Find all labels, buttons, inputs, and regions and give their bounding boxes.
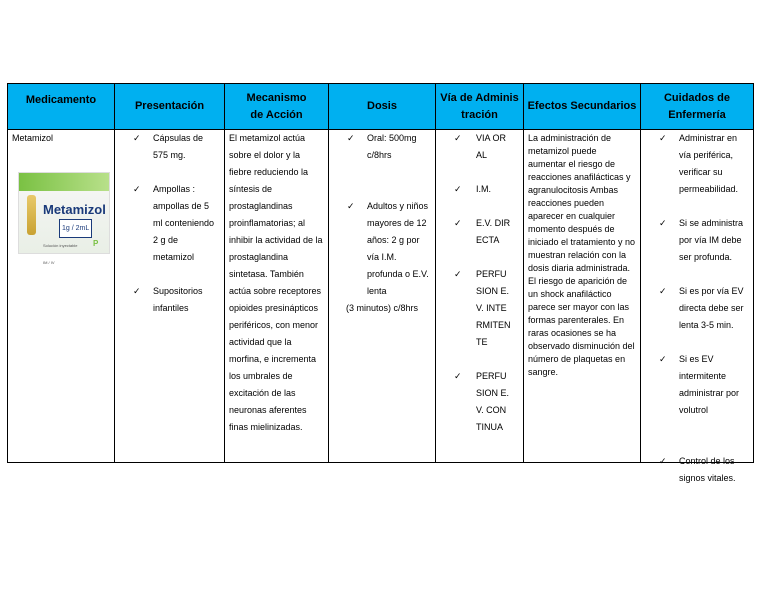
dosis-nota: (3 minutos) c/8hrs xyxy=(345,303,419,313)
ampoule-icon xyxy=(27,195,36,235)
metamizol-box-image: Metamizol 1g / 2mL Solución inyectable IM / IV P xyxy=(18,172,110,254)
cell-efectos xyxy=(524,130,641,462)
cuidados-item: ✓ Administrar en vía periférica, verificar su permeabilidad. xyxy=(641,130,749,198)
dosis-adulto: ✓ Oral: 500mg c/8hrs xyxy=(329,130,431,164)
via-item: ✓ I.M. xyxy=(436,181,511,198)
header-via: Vía de Administración xyxy=(436,84,524,130)
cell-dosis xyxy=(329,130,436,462)
header-dosis: Dosis xyxy=(329,84,436,130)
presentacion-item: ✓ Cápsulas de 575 mg. xyxy=(115,130,220,164)
efectos-text: La administración de metamizol puede aumentar el riesgo de reacciones anafilácticas y agranulocitosis Ambas reacciones pueden aparecer en cualquier momento después de iniciado el tratamiento y no muestran relación con la dosis diaria administrada. El riesgo de aparición de un shock anafiláctico parece ser mayor con las formas parenterales. En raras ocasiones se ha observado disminución del número de plaquetas en sangre. xyxy=(528,133,636,377)
cuidados-item: ✓ Si es por vía EV directa debe ser lenta 3-5 min. xyxy=(641,283,749,334)
cell-via xyxy=(436,130,524,462)
via-item: ✓ VIA ORAL xyxy=(436,130,511,164)
cuidados-item: ✓ Si se administra por vía IM debe ser profunda. xyxy=(641,215,749,266)
header-mecanismo: Mecanismo de Acción xyxy=(225,84,329,130)
header-medicamento: Medicamento xyxy=(8,84,115,130)
cell-cuidados xyxy=(641,130,753,483)
via-item: ✓ PERFUSION E.V. CONTINUA xyxy=(436,368,511,436)
dosis-ninos: ✓ Adultos y niños mayores de 12 años: 2 g por vía I.M. profunda o E.V. lenta xyxy=(329,198,431,300)
presentacion-item: ✓ Supositorios infantiles xyxy=(115,283,220,317)
via-item: ✓ PERFUSION E.V. INTERMITENTE xyxy=(436,266,511,351)
via-item: ✓ E.V. DIRECTA xyxy=(436,215,511,249)
cell-presentacion xyxy=(115,130,225,462)
header-cuidados: Cuidados de Enfermería xyxy=(641,84,753,130)
cell-mecanismo xyxy=(225,130,329,462)
header-presentacion: Presentación xyxy=(115,84,225,130)
medicamento-name: Metamizol xyxy=(12,133,54,143)
mecanismo-text: El metamizol actúa sobre el dolor y la fiebre reduciendo la síntesis de prostaglandinas proinflamatorias; al inhibir la actividad de la prostaglandina sintetasa. También actúa sobre receptores opioides presinápticos periféricos, con menor actividad que la morfina, e incrementa los umbrales de excitación de las neuronas aferentes finas mielinizadas. xyxy=(229,133,323,432)
header-efectos: Efectos Secundarios xyxy=(524,84,641,130)
cuidados-item: ✓ Si es EV intermitente administrar por volutrol xyxy=(641,351,749,419)
cell-medicamento xyxy=(8,130,115,462)
drug-table xyxy=(7,83,754,483)
cuidados-item: ✓ Control de los signos vitales. xyxy=(641,453,749,487)
presentacion-item: ✓ Ampollas : ampollas de 5 ml conteniendo 2 g de metamizol xyxy=(115,181,220,266)
